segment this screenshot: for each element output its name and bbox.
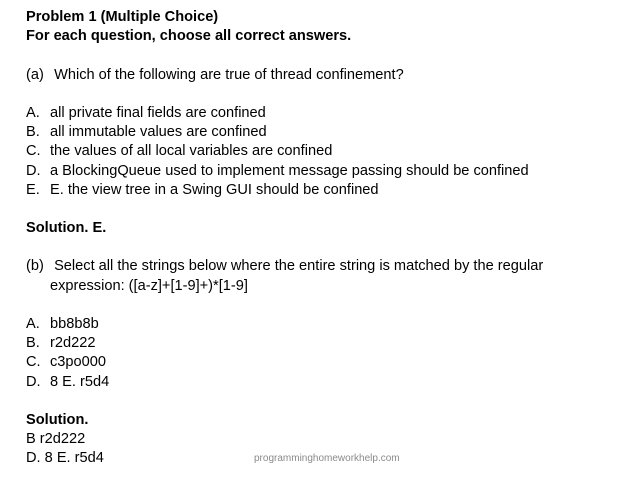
option-a-a <box>26 104 626 123</box>
option-a-b <box>26 123 626 142</box>
option-b-c <box>26 353 626 372</box>
question-a <box>26 66 626 85</box>
option-text: 8 E. r5d4 <box>50 373 110 390</box>
option-letter: D. <box>26 373 41 390</box>
option-letter: B. <box>26 124 40 141</box>
option-a-e <box>26 181 626 200</box>
question-b-text-line1: Select all the strings below where the entire string is matched by the regular <box>54 258 544 275</box>
option-text: the values of all local variables are confined <box>50 143 333 160</box>
question-b-text-line2: expression: ([a-z]+[1-9]+)*[1-9] <box>50 277 248 294</box>
option-text: r2d222 <box>50 335 96 352</box>
question-b-label: (b) <box>26 258 44 275</box>
option-text: bb8b8b <box>50 316 99 332</box>
option-letter: C. <box>26 143 41 160</box>
option-text: all immutable values are confined <box>50 124 267 141</box>
watermark: programminghomeworkhelp.com <box>254 453 400 464</box>
option-text: c3po000 <box>50 354 106 371</box>
option-letter: A. <box>26 316 40 332</box>
question-a-text: Which of the following are true of thread confinement? <box>54 66 404 83</box>
option-letter: D. <box>26 162 41 179</box>
question-b-solution-line: D. 8 E. r5d4 <box>26 450 104 467</box>
option-text: all private final fields are confined <box>50 104 266 121</box>
option-letter: E. <box>26 181 40 198</box>
document-page <box>26 8 626 469</box>
question-b-solution-label: Solution. <box>26 411 89 428</box>
option-letter: B. <box>26 335 40 352</box>
option-a-c <box>26 142 626 161</box>
question-a-label: (a) <box>26 66 44 83</box>
question-a-solution: Solution. E. <box>26 220 107 237</box>
option-b-d <box>26 373 626 392</box>
option-a-d <box>26 162 626 181</box>
option-text: a BlockingQueue used to implement message passing should be confined <box>50 162 529 179</box>
problem-title: Problem 1 (Multiple Choice) <box>26 9 219 25</box>
option-letter: C. <box>26 354 41 371</box>
question-b <box>26 257 626 276</box>
option-text: E. the view tree in a Swing GUI should be confined <box>50 181 379 198</box>
option-b-a <box>26 315 626 334</box>
option-b-b <box>26 334 626 353</box>
option-letter: A. <box>26 104 40 121</box>
problem-instruction: For each question, choose all correct answers. <box>26 28 352 45</box>
question-b-solution-line: B r2d222 <box>26 431 86 448</box>
